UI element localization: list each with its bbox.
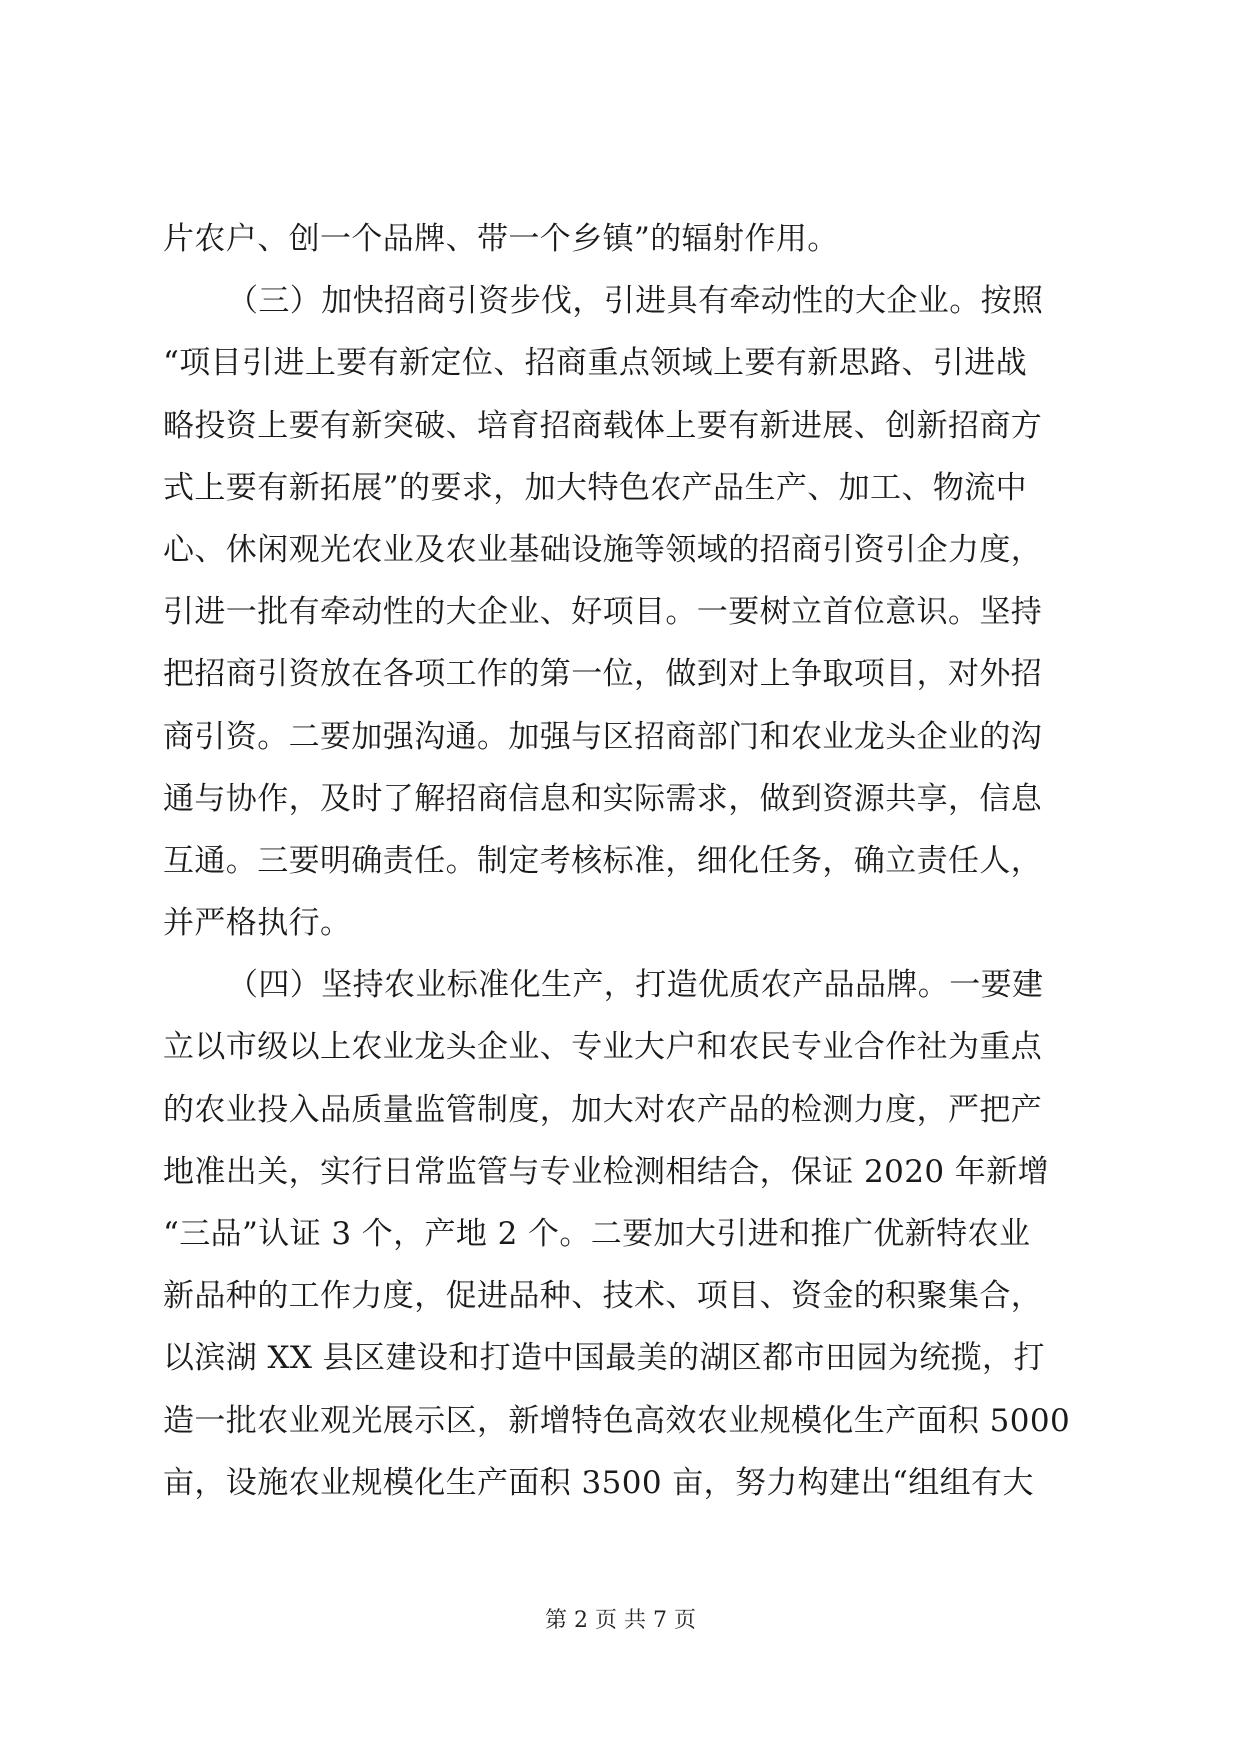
text-line: 并严格执行。: [163, 905, 352, 942]
text-line: 互通。三要明确责任。制定考核标准，细化任务，确立责任人，: [163, 842, 1043, 879]
text-line: 引进一批有牵动性的大企业、好项目。一要树立首位意识。坚持: [163, 594, 1043, 631]
text-line: 地准出关，实行日常监管与专业检测相结合，保证 2020 年新增: [163, 1153, 1049, 1190]
body-text: [163, 208, 1083, 1514]
text-line: 心、休闲观光农业及农业基础设施等领域的招商引资引企力度，: [163, 531, 1043, 568]
text-line: 立以市级以上农业龙头企业、专业大户和农民专业合作社为重点: [163, 1029, 1043, 1066]
text-line: 的农业投入品质量监管制度，加大对农产品的检测力度，严把产: [163, 1091, 1043, 1128]
text-line: 以滨湖 XX 县区建设和打造中国最美的湖区都市田园为统揽，打: [163, 1340, 1045, 1377]
text-line: “三品”认证 3 个，产地 2 个。二要加大引进和推广优新特农业: [163, 1216, 1031, 1252]
page-number-footer: 第 2 页 共 7 页: [545, 1608, 696, 1633]
text-line: “项目引进上要有新定位、招商重点领域上要有新思路、引进战: [163, 345, 1028, 382]
paragraph-three-first-line: （三）加快招商引资步伐，引进具有牵动性的大企业。按照: [227, 283, 1044, 320]
text-line: 片农户、创一个品牌、带一个乡镇”的辐射作用。: [163, 221, 839, 257]
text-line: 略投资上要有新突破、培育招商载体上要有新进展、创新招商方: [163, 407, 1043, 444]
text-line: 商引资。二要加强沟通。加强与区招商部门和农业龙头企业的沟: [163, 718, 1043, 755]
text-line: 造一批农业观光展示区，新增特色高效农业规模化生产面积 5000: [163, 1402, 1071, 1439]
text-line: 式上要有新拓展”的要求，加大特色农产品生产、加工、物流中: [163, 469, 1028, 506]
text-line: 把招商引资放在各项工作的第一位，做到对上争取项目，对外招: [163, 656, 1043, 693]
paragraph-four-first-line: （四）坚持农业标准化生产，打造优质农产品品牌。一要建: [227, 967, 1044, 1004]
text-line: 新品种的工作力度，促进品种、技术、项目、资金的积聚集合，: [163, 1278, 1043, 1315]
text-line: 通与协作，及时了解招商信息和实际需求，做到资源共享，信息: [163, 780, 1043, 817]
text-line: 亩，设施农业规模化生产面积 3500 亩，努力构建出“组组有大: [163, 1464, 1034, 1501]
